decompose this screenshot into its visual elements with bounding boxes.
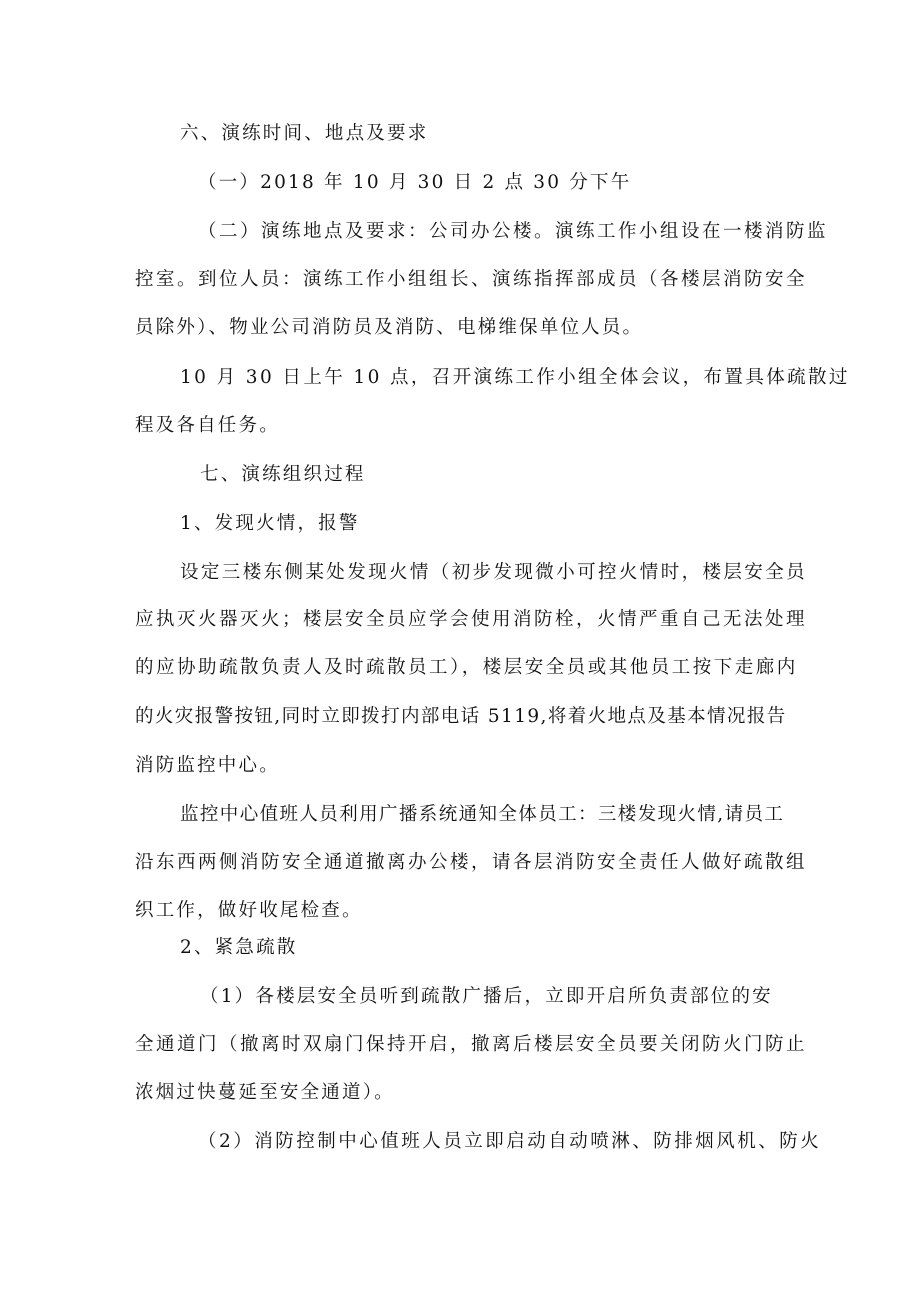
paragraph-line: 浓烟过快蔓延至安全通道）。 (135, 1082, 395, 1103)
paragraph-line: 织工作，做好收尾检查。 (135, 900, 363, 921)
paragraph-line: 的应协助疏散负责人及时疏散员工），楼层安全员或其他员工按下走廊内 (135, 657, 798, 678)
paragraph-line: 应执灭火器灭火；楼层安全员应学会使用消防栓，火情严重自己无法处理 (135, 609, 808, 630)
paragraph-line: （1）各楼层安全员听到疏散广播后，立即开启所负责部位的安 (200, 986, 773, 1007)
subheading-fire-alarm: 1、发现火情，报警 (180, 513, 360, 534)
paragraph-line: 监控中心值班人员利用广播系统通知全体员工：三楼发现火情,请员工 (180, 804, 785, 825)
paragraph-line: 的火灾报警按钮,同时立即拨打内部电话 5119,将着火地点及基本情况报告 (135, 706, 787, 727)
paragraph-line: （2）消防控制中心值班人员立即启动自动喷淋、防排烟风机、防火 (198, 1131, 822, 1152)
paragraph-line: 控室。到位人员：演练工作小组组长、演练指挥部成员（各楼层消防安全 (135, 269, 808, 290)
paragraph-line: 沿东西两侧消防安全通道撤离办公楼，请各层消防安全责任人做好疏散组 (135, 852, 808, 873)
paragraph-line: 员除外）、物业公司消防员及消防、电梯维保单位人员。 (135, 317, 644, 338)
paragraph-line: （二）演练地点及要求：公司办公楼。演练工作小组设在一楼消防监 (198, 221, 829, 242)
paragraph-line: 全通道门（撤离时双扇门保持开启，撤离后楼层安全员要关闭防火门防止 (135, 1034, 808, 1055)
paragraph-line: 程及各自任务。 (135, 415, 280, 436)
section-heading-six: 六、演练时间、地点及要求 (180, 123, 429, 144)
paragraph-line: 10 月 30 日上午 10 点，召开演练工作小组全体会议，布置具体疏散过 (180, 367, 850, 388)
section-heading-seven: 七、演练组织过程 (200, 464, 366, 485)
paragraph-line: 设定三楼东侧某处发现火情（初步发现微小可控火情时，楼层安全员 (180, 562, 808, 583)
subheading-evacuation: 2、紧急疏散 (180, 937, 298, 958)
paragraph-line: 消防监控中心。 (135, 755, 280, 776)
drill-time-line: （一）2018 年 10 月 30 日 2 点 30 分下午 (198, 172, 632, 193)
